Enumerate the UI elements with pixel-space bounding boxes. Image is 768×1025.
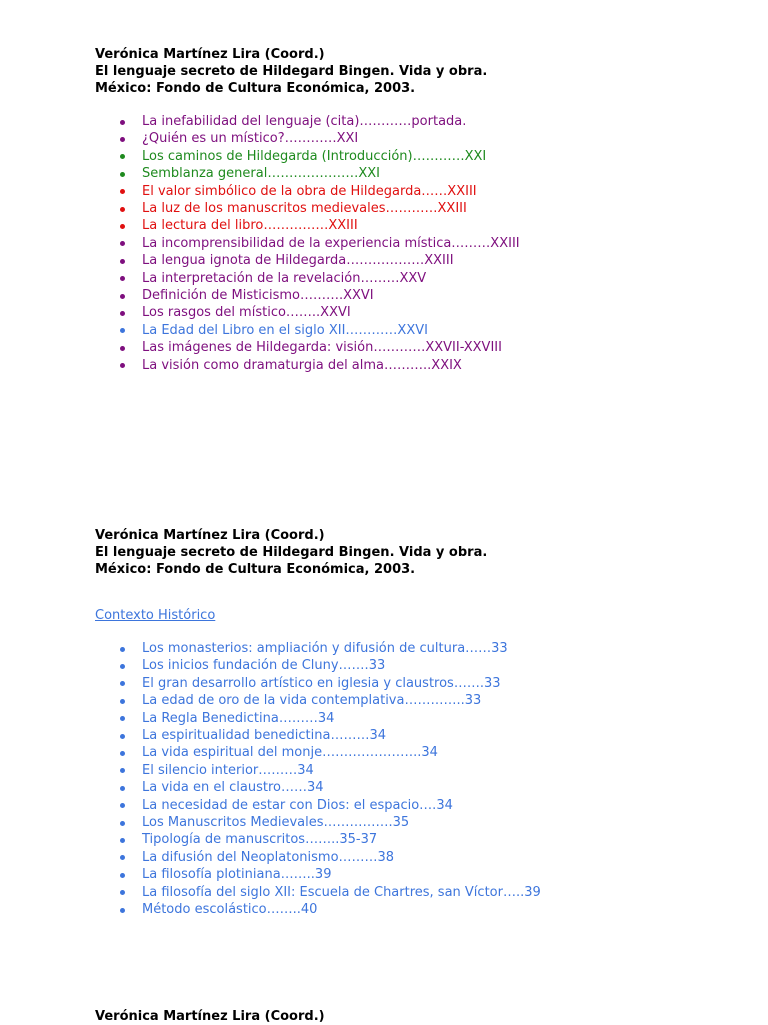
toc-item[interactable]: La Regla Benedictina………34 <box>96 710 541 727</box>
author-line: Verónica Martínez Lira (Coord.) <box>95 528 325 543</box>
toc-item[interactable]: La inefabilidad del lenguaje (cita)…………portada. <box>96 113 520 130</box>
toc-item[interactable]: Los Manuscritos Medievales…………….35 <box>96 814 541 831</box>
toc-item[interactable]: Semblanza general…………………XXI <box>96 165 520 182</box>
toc-item[interactable]: La interpretación de la revelación………XXV <box>96 270 520 287</box>
toc-item[interactable]: ¿Quién es un místico?…………XXI <box>96 130 520 147</box>
toc-item[interactable]: El valor simbólico de la obra de Hildegarda……XXIII <box>96 183 520 200</box>
toc-item[interactable]: La visión como dramaturgia del alma………..XXIX <box>96 357 520 374</box>
toc-item[interactable]: La espiritualidad benedictina………34 <box>96 727 541 744</box>
toc-item[interactable]: La luz de los manuscritos medievales…………XXIII <box>96 200 520 217</box>
contexto-historico-link[interactable]: Contexto Histórico <box>95 608 216 623</box>
toc-item[interactable]: Los rasgos del místico……..XXVI <box>96 304 520 321</box>
toc-item[interactable]: La vida espiritual del monje…………………..34 <box>96 744 541 761</box>
toc-item[interactable]: Método escolástico……..40 <box>96 901 541 918</box>
toc-item[interactable]: Definición de Misticismo……….XXVI <box>96 287 520 304</box>
citation-header-1 <box>95 46 487 97</box>
book-title-line: El lenguaje secreto de Hildegard Bingen. Vida y obra. <box>95 64 488 79</box>
toc-item[interactable]: La incomprensibilidad de la experiencia mística………XXIII <box>96 235 520 252</box>
toc-item[interactable]: La edad de oro de la vida contemplativa…………..33 <box>96 692 541 709</box>
toc-item[interactable]: La Edad del Libro en el siglo XII…………XXVI <box>96 322 520 339</box>
toc-item[interactable]: La vida en el claustro……34 <box>96 779 541 796</box>
citation-header-2 <box>95 527 487 578</box>
toc-item[interactable]: La necesidad de estar con Dios: el espacio….34 <box>96 797 541 814</box>
toc-item[interactable]: La lectura del libro……………XXIII <box>96 217 520 234</box>
toc-item[interactable]: Los caminos de Hildegarda (Introducción)…………XXI <box>96 148 520 165</box>
toc-item[interactable]: El silencio interior………34 <box>96 762 541 779</box>
author-line: Verónica Martínez Lira (Coord.) <box>95 1009 325 1024</box>
toc-item[interactable]: La filosofía del siglo XII: Escuela de Chartres, san Víctor…..39 <box>96 884 541 901</box>
citation-header-3 <box>95 1008 325 1025</box>
publisher-line: México: Fondo de Cultura Económica, 2003. <box>95 562 416 577</box>
toc-item[interactable]: Las imágenes de Hildegarda: visión…………XXVII-XXVIII <box>96 339 520 356</box>
book-title-line: El lenguaje secreto de Hildegard Bingen. Vida y obra. <box>95 545 488 560</box>
toc-list-1 <box>96 113 520 374</box>
toc-item[interactable]: La lengua ignota de Hildegarda………………XXIII <box>96 252 520 269</box>
toc-item[interactable]: El gran desarrollo artístico en iglesia y claustros…….33 <box>96 675 541 692</box>
toc-item[interactable]: La difusión del Neoplatonismo………38 <box>96 849 541 866</box>
toc-item[interactable]: Los inicios fundación de Cluny…….33 <box>96 657 541 674</box>
toc-list-2 <box>96 640 541 919</box>
toc-item[interactable]: Tipología de manuscritos……..35-37 <box>96 831 541 848</box>
author-line: Verónica Martínez Lira (Coord.) <box>95 47 325 62</box>
publisher-line: México: Fondo de Cultura Económica, 2003. <box>95 81 416 96</box>
toc-item[interactable]: La filosofía plotiniana……..39 <box>96 866 541 883</box>
toc-item[interactable]: Los monasterios: ampliación y difusión de cultura……33 <box>96 640 541 657</box>
